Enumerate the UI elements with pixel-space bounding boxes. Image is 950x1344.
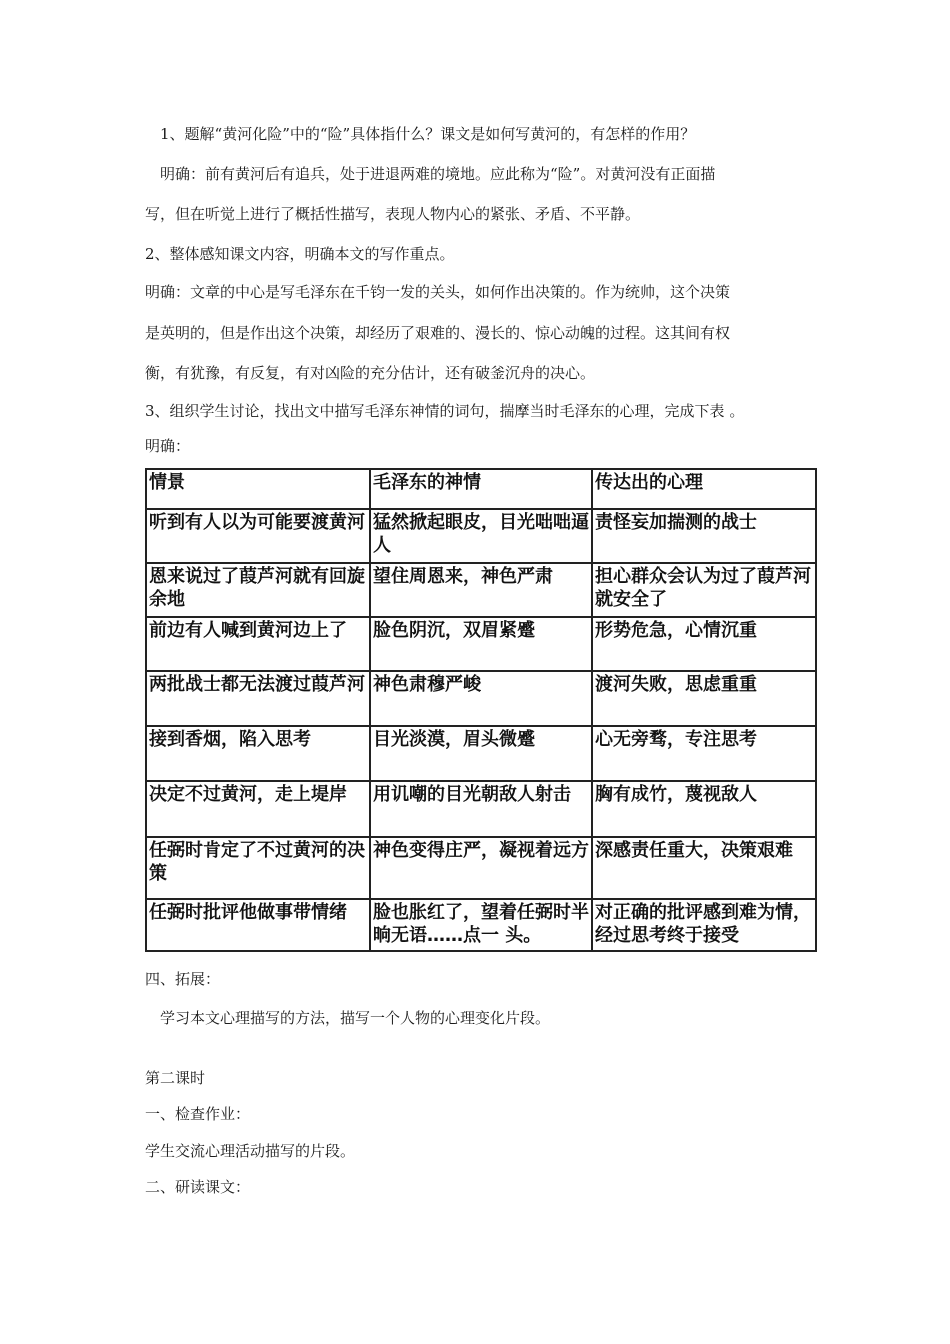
homework-heading: 一、检查作业： <box>145 1105 251 1123</box>
table-cell: 胸有成竹，蔑视敌人 <box>592 781 816 837</box>
answer-2-line-2: 是英明的，但是作出这个决策，却经历了艰难的、漫长的、惊心动魄的过程。这其间有权 <box>145 324 731 342</box>
question-2: 2、整体感知课文内容，明确本文的写作重点。 <box>145 245 455 263</box>
extension-body: 学习本文心理描写的方法，描写一个人物的心理变化片段。 <box>160 1009 551 1027</box>
header-cell: 毛泽东的神情 <box>370 469 592 509</box>
table-header-row <box>146 469 816 509</box>
table-cell: 恩来说过了葭芦河就有回旋余地 <box>146 563 370 617</box>
table-cell: 前边有人喊到黄河边上了 <box>146 617 370 671</box>
table-cell: 任弼时批评他做事带情绪 <box>146 899 370 951</box>
answer-1-line-1: 明确：前有黄河后有追兵，处于进退两难的境地。应此称为“险”。对黄河没有正面描 <box>160 165 716 183</box>
table-cell: 责怪妄加揣测的战士 <box>592 509 816 563</box>
table-cell: 脸色阴沉，双眉紧蹙 <box>370 617 592 671</box>
table-row <box>146 671 816 726</box>
table-row <box>146 726 816 781</box>
table-cell: 渡河失败，思虑重重 <box>592 671 816 726</box>
answer-2-line-3: 衡，有犹豫，有反复，有对凶险的充分估计，还有破釜沉舟的决心。 <box>145 364 596 382</box>
table-row <box>146 563 816 617</box>
table-cell: 脸也胀红了，望着任弼时半晌无语……点一 头。 <box>370 899 592 951</box>
question-1: 1、题解“黄河化险”中的“险”具体指什么？课文是如何写黄河的，有怎样的作用？ <box>160 125 696 143</box>
table-cell: 形势危急，心情沉重 <box>592 617 816 671</box>
extension-heading: 四、拓展： <box>145 970 221 988</box>
header-cell: 情景 <box>146 469 370 509</box>
table-cell: 心无旁骛，专注思考 <box>592 726 816 781</box>
header-cell: 传达出的心理 <box>592 469 816 509</box>
table-cell: 对正确的批评感到难为情， 经过思考终于接受 <box>592 899 816 951</box>
table-cell: 神色变得庄严，凝视着远方 <box>370 837 592 899</box>
table-row <box>146 617 816 671</box>
answer-3-label: 明确： <box>145 437 191 455</box>
answer-2-line-1: 明确：文章的中心是写毛泽东在千钧一发的关头，如何作出决策的。作为统帅，这个决策 <box>145 283 731 301</box>
table-cell: 神色肃穆严峻 <box>370 671 592 726</box>
table-cell: 望住周恩来，神色严肃 <box>370 563 592 617</box>
emotion-table <box>145 468 817 952</box>
table-cell: 听到有人以为可能要渡黄河 <box>146 509 370 563</box>
table-cell: 接到香烟，陷入思考 <box>146 726 370 781</box>
table-cell: 担心群众会认为过了葭芦河就安全了 <box>592 563 816 617</box>
answer-1-line-2: 写，但在听觉上进行了概括性描写，表现人物内心的紧张、矛盾、不平静。 <box>145 205 641 223</box>
table-cell: 猛然掀起眼皮，目光咄咄逼人 <box>370 509 592 563</box>
homework-body: 学生交流心理活动描写的片段。 <box>145 1142 356 1160</box>
table-cell: 任弼时肯定了不过黄河的决策 <box>146 837 370 899</box>
table-row <box>146 837 816 899</box>
table-row <box>146 899 816 951</box>
study-heading: 二、研读课文： <box>145 1178 251 1196</box>
question-3: 3、组织学生讨论，找出文中描写毛泽东神情的词句，揣摩当时毛泽东的心理，完成下表 。 <box>145 402 745 420</box>
table-row <box>146 781 816 837</box>
table-cell: 用讥嘲的目光朝敌人射击 <box>370 781 592 837</box>
table-cell: 决定不过黄河，走上堤岸 <box>146 781 370 837</box>
lesson-2-heading: 第二课时 <box>145 1069 206 1087</box>
table-row <box>146 509 816 563</box>
table-cell: 目光淡漠，眉头微蹙 <box>370 726 592 781</box>
table-cell: 深感责任重大，决策艰难 <box>592 837 816 899</box>
table-cell: 两批战士都无法渡过葭芦河 <box>146 671 370 726</box>
